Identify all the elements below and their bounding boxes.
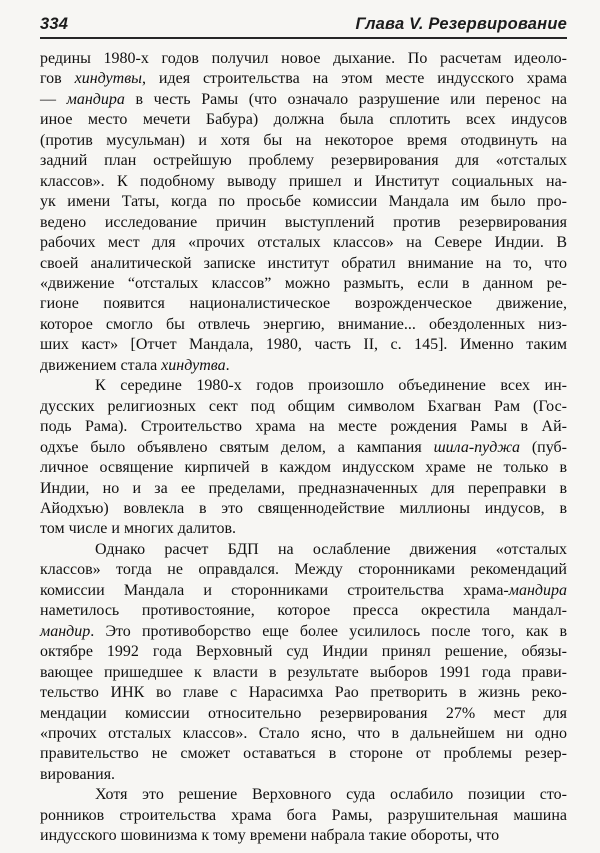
- text-line: [40, 274, 567, 294]
- text-line: [40, 683, 567, 703]
- text-line: [40, 172, 567, 192]
- text-segment: К середине 1980-х годов произошло объединение всех ин-: [95, 377, 567, 395]
- text-segment: классов». К подобному выводу пришел и Институт социальных на-: [40, 172, 567, 190]
- text-segment: октябре 1992 года Верховный суд Индии принял решение, обязы-: [40, 643, 567, 661]
- text-line: [40, 69, 567, 89]
- text-segment: индусского шовинизма к тому времени набрала такие обороты, что: [40, 827, 500, 845]
- text-segment: —: [40, 90, 67, 108]
- text-line: [40, 458, 567, 478]
- text-line: [40, 744, 567, 764]
- text-segment: движением стала: [40, 356, 162, 374]
- text-line: [40, 622, 567, 642]
- text-line: [40, 110, 567, 130]
- page-number: 334: [40, 15, 69, 33]
- text-line: [40, 826, 567, 846]
- text-segment: ронников строительства храма бога Рамы, разрушительная машина: [40, 806, 567, 824]
- text-line: [40, 233, 567, 253]
- text-segment: Однако расчет БДП на ослабление движения «отсталых: [95, 540, 567, 558]
- text-segment: гов: [40, 70, 75, 88]
- text-segment: том числе и многих далитов.: [40, 520, 237, 538]
- text-line: [40, 254, 567, 274]
- text-segment: одхъе было объявлено святым делом, а кампания: [40, 438, 434, 456]
- text-line: [40, 519, 567, 539]
- text-line: [40, 49, 567, 69]
- text-segment: , идея строительства на этом месте индусского храма: [141, 70, 567, 88]
- text-segment: классов» тогда не оправдался. Между сторонниками рекомендаций: [40, 561, 567, 579]
- text-line: [40, 581, 567, 601]
- text-segment: Айодхъю) вовлекла в это священнодействие миллионы индусов, в: [40, 499, 567, 517]
- text-line: [40, 663, 567, 683]
- paragraph: [40, 49, 567, 376]
- text-segment: подь Рама). Строительство храма на месте рождения Рамы в Ай-: [40, 418, 567, 436]
- text-line: [40, 315, 567, 335]
- text-line: [40, 601, 567, 621]
- text-segment: мендации комиссии относительно резервирования 27% мест для: [40, 704, 567, 722]
- text-segment: которое смогло бы отвлечь энергию, внимание... обездоленных низ-: [40, 315, 567, 333]
- text-segment: тельство ИНК во главе с Нарасимха Рао претворить в жизнь реко-: [40, 684, 567, 702]
- text-segment: вающее пришедшее к власти в результате выборов 1991 года прави-: [40, 663, 567, 681]
- text-segment: (пуб-: [519, 438, 567, 456]
- italic-term: шила-пуджа: [433, 438, 520, 456]
- text-segment: «движение “отсталых классов” можно размыть, если в данном ре-: [40, 274, 567, 292]
- running-head: [40, 15, 567, 39]
- text-segment: задний план острейшую проблему резервирования для «отсталых: [40, 152, 567, 170]
- italic-term: хиндутвы: [74, 70, 142, 88]
- text-line: [40, 131, 567, 151]
- text-segment: ведено исследование причин выступлений против резервирования: [40, 213, 567, 231]
- paragraph: [40, 785, 567, 846]
- paragraph: [40, 540, 567, 785]
- text-segment: редины 1980-х годов получил новое дыхание. По расчетам идеоло-: [40, 50, 567, 67]
- text-block: [40, 49, 567, 847]
- text-segment: иное место мечети Бабура) должна была сплотить всех индусов: [40, 111, 567, 129]
- text-line: [40, 90, 567, 110]
- text-line: [40, 151, 567, 171]
- text-segment: рабочих мест для «прочих отсталых классов» на Севере Индии. В: [40, 234, 567, 252]
- text-line: [40, 376, 567, 396]
- text-line: [40, 438, 567, 458]
- text-segment: вирования.: [40, 765, 116, 783]
- chapter-title: Глава V. Резервирование: [355, 15, 567, 33]
- text-segment: комиссии Мандала и сторонниками строительства храма-: [40, 581, 509, 599]
- text-line: [40, 785, 567, 805]
- text-segment: ук имени Таты, когда по просьбе комиссии Мандала им было про-: [40, 193, 567, 211]
- text-segment: (против мусульман) и хотя бы на некоторое время отодвинуть на: [40, 131, 567, 149]
- text-line: [40, 213, 567, 233]
- text-line: [40, 356, 567, 376]
- text-segment: Хотя это решение Верховного суда ослабило позиции сто-: [95, 786, 567, 804]
- text-segment: правительство не сможет оставаться в стороне от проблемы резер-: [40, 745, 567, 763]
- text-line: [40, 417, 567, 437]
- text-segment: «прочих отсталых классов». Стало ясно, что в дальнейшем ни одно: [40, 724, 567, 742]
- text-line: [40, 479, 567, 499]
- text-segment: .: [225, 356, 230, 374]
- text-segment: . Это противоборство еще более усилилось после того, как в: [90, 622, 567, 640]
- text-segment: ших каст» [Отчет Мандала, 1980, часть II, с. 145]. Именно таким: [40, 336, 567, 354]
- text-segment: дусских религиозных сект под общим символом Бхагван Рам (Гос-: [40, 397, 567, 415]
- text-line: [40, 806, 567, 826]
- text-segment: наметилось противостояние, которое пресса окрестила мандал-: [40, 602, 567, 620]
- italic-term: мандира: [66, 90, 125, 108]
- text-line: [40, 397, 567, 417]
- text-segment: Индии, но и за ее пределами, предназначенных для переправки в: [40, 479, 567, 497]
- text-line: [40, 765, 567, 785]
- text-segment: гионе появится националистическое возрожденческое движение,: [40, 295, 567, 313]
- text-line: [40, 192, 567, 212]
- text-line: [40, 642, 567, 662]
- text-line: [40, 335, 567, 355]
- italic-term: мандира: [508, 581, 567, 599]
- text-line: [40, 560, 567, 580]
- text-line: [40, 724, 567, 744]
- text-line: [40, 540, 567, 560]
- text-line: [40, 294, 567, 314]
- italic-term: хиндутва: [161, 356, 226, 374]
- text-segment: личное освящение кирпичей в каждом индусском храме не только в: [40, 459, 567, 477]
- paragraph: [40, 376, 567, 540]
- text-segment: своей аналитической записке институт обратил внимание на то, что: [40, 254, 567, 272]
- italic-term: мандир: [40, 622, 91, 640]
- text-line: [40, 499, 567, 519]
- text-line: [40, 704, 567, 724]
- text-segment: в честь Рамы (что означало разрушение или перенос на: [124, 90, 568, 108]
